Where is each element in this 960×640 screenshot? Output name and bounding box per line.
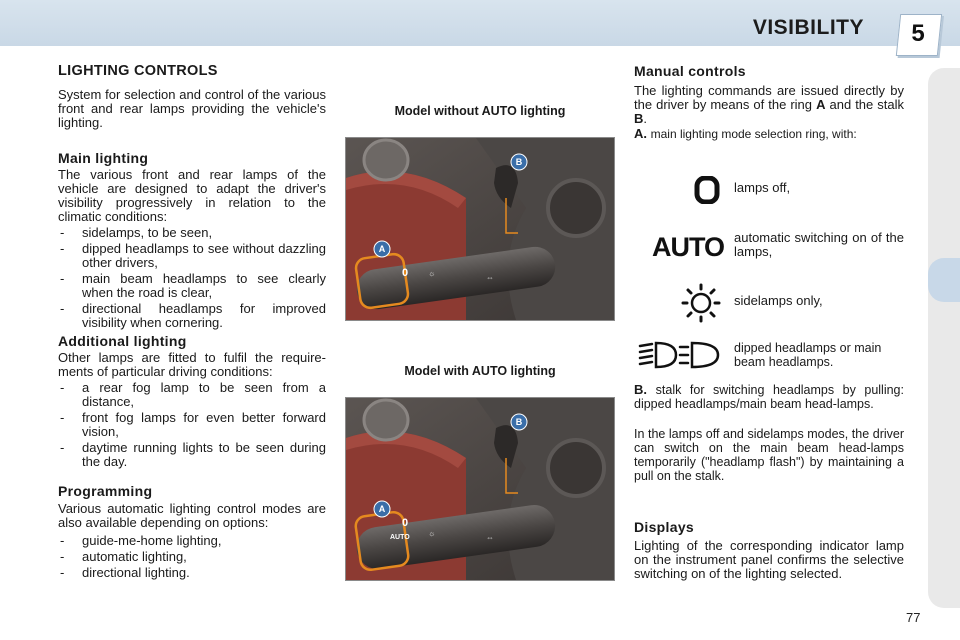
ring-auto-mark: AUTO	[390, 534, 410, 541]
svg-text:⇔: ⇔	[486, 273, 494, 282]
page-number: 77	[906, 610, 921, 625]
ring-a-description	[634, 127, 904, 141]
list-item: - sidelamps, to be seen,	[58, 226, 326, 240]
b-text: stalk for switching headlamps by pulling: dipped headlamps/main beam head-lamps.	[634, 383, 904, 411]
programming-text: Various automatic lighting control modes are also available depending on options:	[58, 501, 326, 530]
intro-text: System for selection and control of the various front and rear lamps providing the vehicle's lighting.	[58, 87, 326, 130]
caption-without-auto: Model without AUTO lighting	[394, 104, 566, 118]
ring-key: A	[816, 97, 826, 112]
list-item: - main beam headlamps to see clearly when the road is clear,	[58, 272, 326, 300]
zero-icon	[694, 176, 720, 209]
section-title: LIGHTING CONTROLS	[58, 63, 218, 79]
stalk-photo-with-auto	[345, 397, 615, 581]
badge-a-label: A	[378, 244, 386, 254]
list-item: - front fog lamps for even better forward vision,	[58, 411, 326, 439]
manual-text-part: The lighting commands are issued directly by the driver by means of the ring	[634, 83, 904, 112]
list-item: - directional lighting.	[58, 566, 326, 580]
a-text: main lighting mode selection ring, with:	[650, 127, 857, 141]
list-item: - directional headlamps for improved visibility when cornering.	[58, 302, 326, 330]
list-item: - dipped headlamps to see without dazzling other drivers,	[58, 242, 326, 270]
caption-with-auto: Model with AUTO lighting	[404, 364, 556, 378]
list-item: - daytime running lights to be seen during the day.	[58, 441, 326, 469]
stalk-illustration	[346, 398, 614, 580]
main-lighting-list	[58, 226, 326, 332]
a-key: A.	[634, 126, 647, 141]
svg-text:☼: ☼	[428, 269, 436, 278]
svg-text:☼: ☼	[428, 529, 436, 538]
svg-text:⇔: ⇔	[486, 533, 494, 542]
side-chapter-tab	[928, 258, 960, 302]
mode-text-headlamps: dipped headlamps or main beam headlamps.	[734, 341, 882, 369]
additional-lighting-list	[58, 381, 326, 471]
badge-b-label: B	[515, 157, 523, 167]
manual-controls-text	[634, 84, 904, 126]
list-item: - automatic lighting,	[58, 550, 326, 564]
ring-zero-mark: 0	[402, 517, 409, 529]
programming-title: Programming	[58, 483, 153, 499]
stalk-key: B	[634, 111, 644, 126]
additional-lighting-title: Additional lighting	[58, 333, 187, 349]
auto-icon	[652, 233, 724, 261]
displays-title: Displays	[634, 519, 694, 535]
list-item: - guide-me-home lighting,	[58, 534, 326, 548]
badge-b-label: B	[515, 417, 523, 427]
programming-list	[58, 534, 326, 582]
auto-glyph: AUTO	[652, 232, 725, 262]
stalk-photo-without-auto	[345, 137, 615, 321]
list-item: - a rear fog lamp to be seen from a distance,	[58, 381, 326, 409]
side-thumb-bar	[928, 68, 960, 608]
sidelamp-icon	[681, 283, 721, 328]
manual-text-part: .	[643, 111, 648, 126]
stalk-illustration	[346, 138, 614, 320]
ring-zero-mark: 0	[402, 267, 409, 279]
chapter-title: VISIBILITY	[752, 16, 864, 39]
displays-text: Lighting of the corresponding indicator lamp on the instrument panel confirms the selective switching on of the lighting selected.	[634, 538, 904, 581]
main-lighting-text: The various front and rear lamps of the vehicle are designed to adapt the driver's visibility progressively in relation to the climatic conditions:	[58, 167, 326, 224]
stalk-b-description	[634, 383, 904, 411]
manual-controls-title: Manual controls	[634, 63, 746, 79]
mode-text-off: lamps off,	[734, 180, 791, 195]
mode-text-auto: automatic switching on of the lamps,	[734, 230, 904, 259]
headlamp-icon	[638, 340, 720, 375]
main-lighting-title: Main lighting	[58, 150, 149, 166]
manual-text-part: and the stalk	[829, 97, 905, 112]
flash-text: In the lamps off and sidelamps modes, the driver can switch on the main beam head-lamps temporarily ("headlamp flash") by maintaining a pull on the stalk.	[634, 427, 904, 483]
additional-lighting-text: Other lamps are fitted to fulfil the require-ments of particular driving conditions:	[58, 350, 326, 379]
b-key: B.	[634, 382, 647, 397]
badge-a-label: A	[378, 504, 386, 514]
mode-text-sidelamps: sidelamps only,	[734, 293, 823, 308]
chapter-number: 5	[911, 20, 925, 47]
